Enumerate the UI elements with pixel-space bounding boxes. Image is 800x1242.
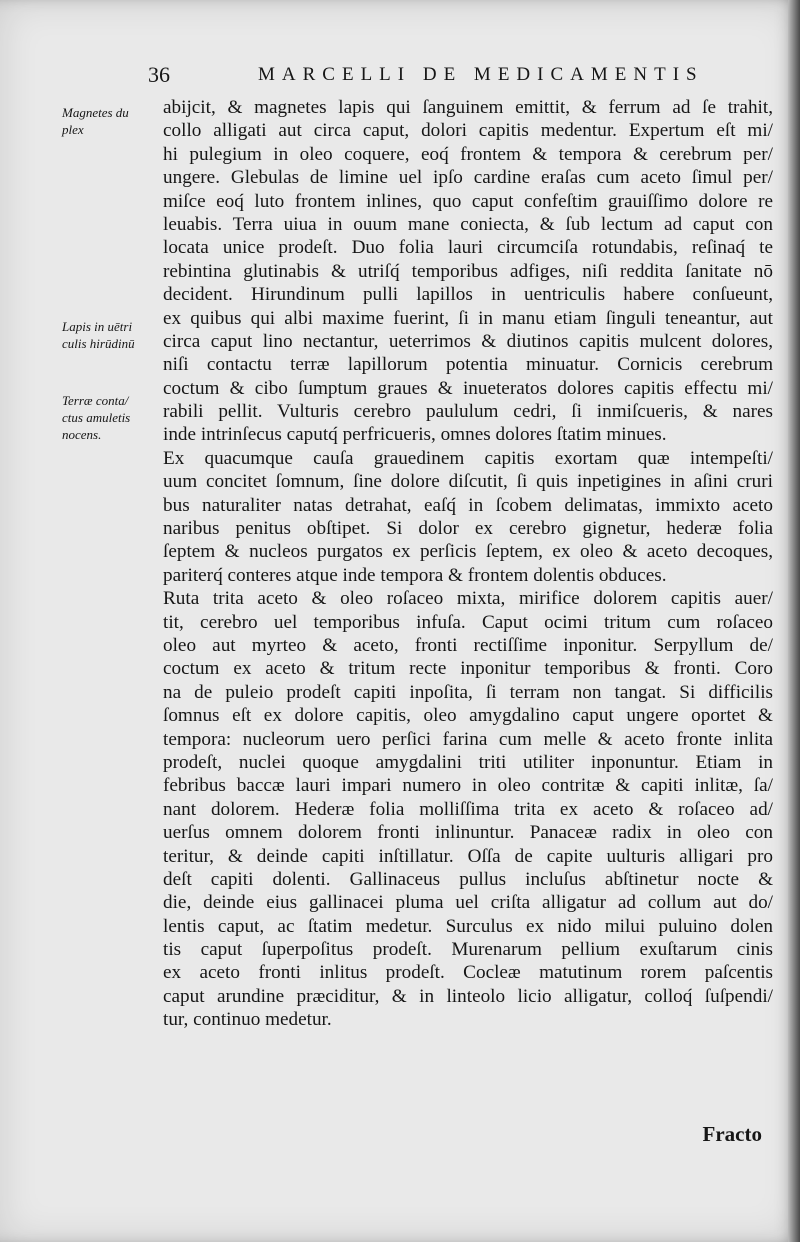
margin-note: Magnetes du plex <box>62 105 129 137</box>
text-line: locata unice prodeſt. Duo folia lauri circumciſa rotundabis, reſinaq́ te <box>163 237 773 259</box>
text-line: coctum ex aceto & tritum recte inponitur temporibus & fronti. Coro <box>163 658 773 680</box>
text-line: leuabis. Terra uiua in ouum mane coniecta, & ſub lectum ad caput con <box>163 213 773 235</box>
text-line: decident. Hirundinum pulli lapillos in uentriculis habere conſueunt, <box>163 284 773 306</box>
margin-note: Terræ conta/ ctus amuletis nocens. <box>62 393 131 442</box>
text-line: lentis caput, ac ſtatim medetur. Surculus ex nido milui puluino dolen <box>163 915 773 937</box>
text-line: naribus penitus obſtipet. Si dolor ex cerebro gignetur, hederæ folia <box>163 518 773 540</box>
text-line: ſomnus eſt ex dolore capitis, oleo amygdalino caput ungere oportet & <box>163 705 773 727</box>
text-line: oleo aut myrteo & aceto, fronti rectiſſime inponitur. Serpyllum de/ <box>163 634 773 656</box>
running-title: MARCELLI DE MEDICAMENTIS <box>258 64 704 85</box>
text-line: tit, cerebro uel temporibus infuſa. Caput ocimi tritum cum roſaceo <box>163 611 773 633</box>
page-edge <box>788 0 800 1242</box>
text-line: febribus baccæ lauri impari numero in oleo contritæ & capiti inlitæ, ſa/ <box>163 775 773 797</box>
page-header <box>148 62 748 92</box>
text-line: circa caput lino nectantur, ueterrimos & diutinos capitis mulcent dolores, <box>163 330 773 352</box>
text-line: ungere. Glebulas de limine uel ipſo cardine eraſas cum aceto ſimul per/ <box>163 167 773 189</box>
text-line: ſeptem & nucleos purgatos ex perſicis ſeptem, ex oleo & aceto decoques, <box>163 541 773 563</box>
body-text <box>163 96 773 1032</box>
text-line: tempora: nucleorum uero perſici farina cum melle & aceto fronte inlita <box>163 728 773 750</box>
text-line: tur, continuo medetur. <box>163 1009 332 1031</box>
text-line: miſce eoq́ luto frontem inlines, quo caput confeſtim grauiſſimo dolore re <box>163 190 773 212</box>
text-line: prodeſt, nuclei quoque amygdalini triti utiliter inponuntur. Etiam in <box>163 751 773 773</box>
text-line: uerſus omnem dolorem fronti inlinuntur. Panaceæ radix in oleo con <box>163 822 773 844</box>
text-line: ex aceto fronti inlitus prodeſt. Cocleæ matutinum rorem paſcentis <box>163 962 773 984</box>
page-number: 36 <box>148 62 170 87</box>
text-line: rabili pellit. Vulturis cerebro paululum cedri, ſi inmiſcueris, & nares <box>163 401 773 423</box>
text-line: die, deinde eius gallinacei pluma uel criſta alligatur ad collum aut do/ <box>163 892 773 914</box>
text-line: Ex quacumque cauſa grauedinem capitis exortam quæ intempeſti/ <box>163 447 773 469</box>
text-line: na de puleio prodeſt capiti inpoſita, ſi terram non tangat. Si difficilis <box>163 681 773 703</box>
margin-note: Lapis in uētri culis hirūdinū <box>62 319 135 351</box>
text-line: hi pulegium in oleo coquere, eoq́ frontem & tempora & cerebrum per/ <box>163 143 773 165</box>
catchword: Fracto <box>702 1122 762 1146</box>
text-line: pariterq́ conteres atque inde tempora & frontem dolentis obduces. <box>163 564 667 586</box>
text-line: deſt capiti dolenti. Gallinaceus pullus incluſus abſtinetur nocte & <box>163 868 773 890</box>
text-line: inde intrinſecus caputq́ perfricueris, omnes dolores ſtatim minues. <box>163 424 667 446</box>
text-line: niſi contactu terræ lapillorum potentia minuatur. Cornicis cerebrum <box>163 354 773 376</box>
text-line: rebintina glutinabis & utriſq́ temporibus adfiges, niſi reddita ſanitate nō <box>163 260 773 282</box>
text-line: caput arundine præciditur, & in linteolo licio alligatur, colloq́ ſuſpendi/ <box>163 985 773 1007</box>
text-line: Ruta trita aceto & oleo roſaceo mixta, mirifice dolorem capitis auer/ <box>163 588 773 610</box>
text-line: uum concitet ſomnum, ſine dolore diſcutit, ſi quis inpetigines in aſini cruri <box>163 471 773 493</box>
text-line: coctum & cibo ſumptum graues & inueteratos dolores capitis effectu mi/ <box>163 377 773 399</box>
text-line: collo alligati aut circa caput, dolori capitis medentur. Expertum eſt mi/ <box>163 120 773 142</box>
text-line: teritur, & deinde capiti inſtillatur. Oſſa de capite uulturis alligari pro <box>163 845 773 867</box>
text-line: bus naturaliter natas detrahat, eaſq́ in ſcobem delimatas, immixto aceto <box>163 494 773 516</box>
text-line: ex quibus qui albi maxime fuerint, ſi in manu etiam ſinguli teneantur, aut <box>163 307 773 329</box>
text-line: abijcit, & magnetes lapis qui ſanguinem emittit, & ferrum ad ſe trahit, <box>163 97 773 118</box>
text-line: tis caput ſuperpoſitus prodeſt. Murenarum pellium exuſtarum cinis <box>163 939 773 961</box>
text-line: nant dolorem. Hederæ folia molliſſima trita ex aceto & roſaceo ad/ <box>163 798 773 820</box>
